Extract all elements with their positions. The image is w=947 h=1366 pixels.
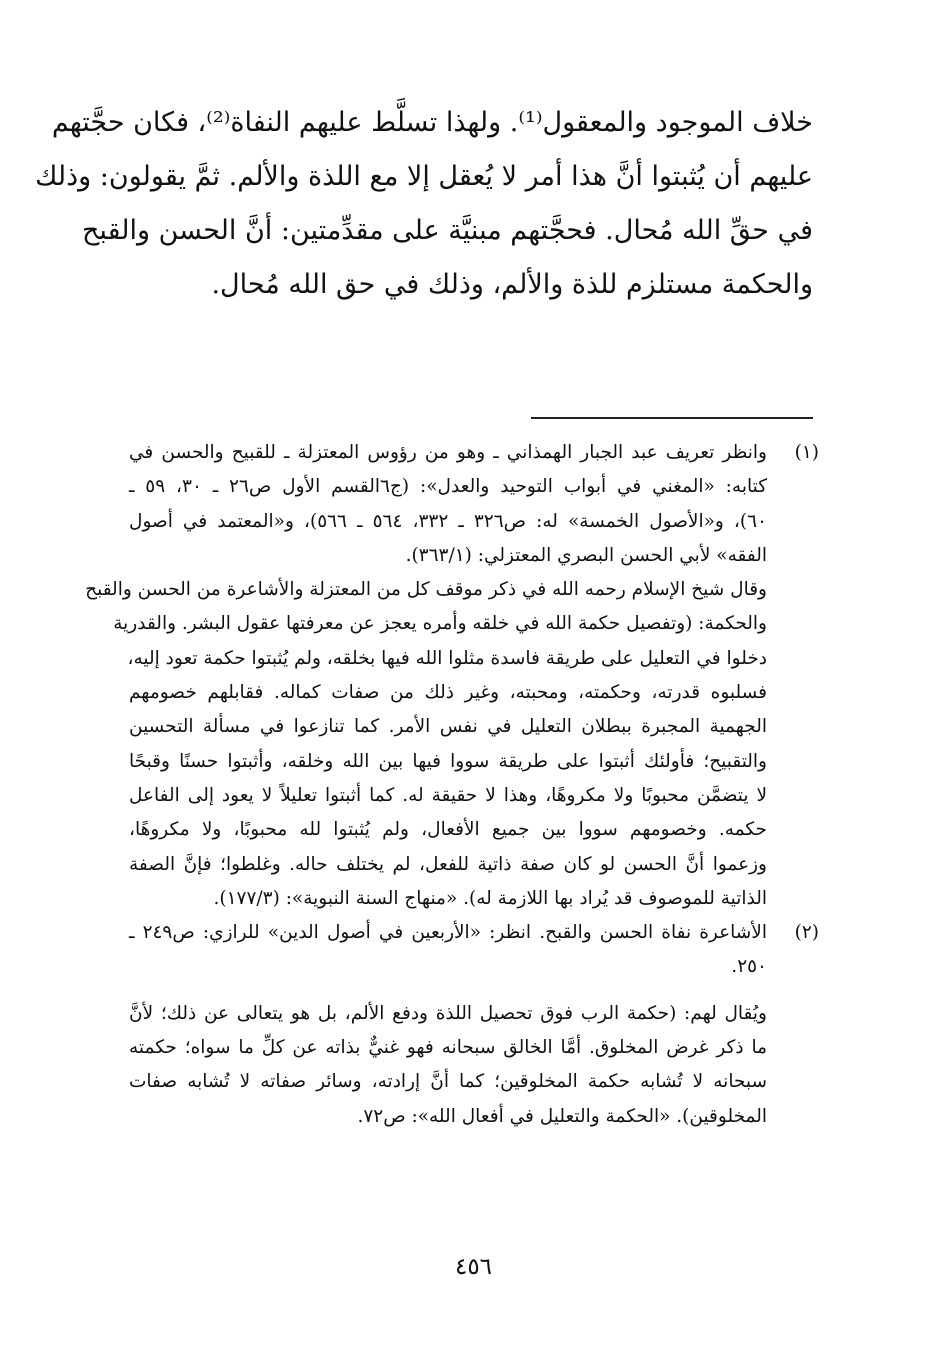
footnote-line: الفقه» لأبي الحسن البصري المعتزلي: (٣٦٣/١). — [405, 544, 767, 566]
footnote-line: ٢٥٠. — [731, 956, 767, 978]
main-text — [35, 96, 813, 312]
footnote-number: (٢) — [794, 922, 819, 944]
main-text-line: في حقِّ الله مُحال. فحجَّتهم مبنيَّة على مقدِّمتين: أنَّ الحسن والقبح — [82, 215, 813, 246]
footnote-line: الأشاعرة نفاة الحسن والقبح. انظر: «الأربعين في أصول الدين» للرازي: ص٢٤٩ ـ — [129, 922, 767, 944]
main-text-line: خلاف الموجود والمعقول⁽¹⁾. ولهذا تسلَّط عليهم النفاة⁽²⁾، فكان حجَّتهم — [51, 107, 813, 138]
footnote-line: ويُقال لهم: (حكمة الرب فوق تحصيل اللذة ودفع الألم، بل هو يتعالى عن ذلك؛ لأنَّ — [129, 1002, 767, 1024]
footnotes — [85, 436, 819, 1134]
main-text-line: والحكمة مستلزم للذة والألم، وذلك في حق الله مُحال. — [211, 269, 813, 300]
footnote-line: لا يتضمَّن محبوبًا ولا مكروهًا، وهذا لا حقيقة له. كما أثبتوا تعليلاً لا يعود إلى الفاعل — [129, 784, 767, 806]
footnote-line: ما ذكر غرض المخلوق. أمَّا الخالق سبحانه فهو غنيٌّ بذاته عن كلِّ ما سواه؛ حكمته — [129, 1037, 767, 1059]
footnote-line: وزعموا أنَّ الحسن لو كان صفة ذاتية للفعل، لم يختلف حاله. وغلطوا؛ فإنَّ الصفة — [129, 853, 767, 875]
footnote-continuation — [129, 997, 819, 1134]
footnote-divider — [531, 417, 813, 419]
footnote-1 — [85, 436, 819, 916]
footnote-spacer — [129, 985, 819, 997]
footnote-line: كتابه: «المغني في أبواب التوحيد والعدل»: (ج٦القسم الأول ص٢٦ ـ ٣٠، ٥٩ ـ — [129, 476, 767, 498]
footnote-line: دخلوا في التعليل على طريقة فاسدة مثلوا الله فيها بخلقه، ولم يُثبتوا حكمة تعود إليه، — [127, 647, 767, 669]
footnote-line: المخلوقين). «الحكمة والتعليل في أفعال الله»: ص٧٢. — [357, 1105, 767, 1127]
footnote-line: حكمه. وخصومهم سووا بين جميع الأفعال، ولم يُثبتوا لله محبوبًا، ولا مكروهًا، — [129, 819, 767, 841]
footnote-line: الذاتية للموصوف قد يُراد بها اللازمة له). «منهاج السنة النبوية»: (١٧٧/٣). — [213, 887, 767, 909]
footnote-number: (١) — [794, 442, 819, 463]
footnote-line: والتقبيح؛ فأولئك أثبتوا على طريقة سووا فيها بين الله وخلقه، وأثبتوا حسنًا وقبحًا — [129, 750, 767, 772]
page-number: ٤٥٦ — [454, 1254, 493, 1280]
footnote-line: والحكمة: (وتفصيل حكمة الله في خلقه وأمره يعجز عن معرفتها عقول البشر. والقدرية — [113, 613, 767, 635]
footnote-line: الجهمية المجبرة ببطلان التعليل في نفس الأمر. كما تنازعوا في مسألة التحسين — [129, 716, 767, 738]
footnote-line: سبحانه لا تُشابه حكمة المخلوقين؛ كما أنَّ إرادته، وسائر صفاته لا تُشابه صفات — [129, 1071, 767, 1093]
footnote-line: ٦٠)، و«الأصول الخمسة» له: ص٣٢٦ ـ ٣٣٢، ٥٦٤ ـ ٥٦٦)، و«المعتمد في أصول — [129, 510, 767, 532]
main-text-line: عليهم أن يُثبتوا أنَّ هذا أمر لا يُعقل إلا مع اللذة والألم. ثمَّ يقولون: وذلك — [35, 161, 813, 192]
footnote-line: فسلبوه قدرته، وحكمته، ومحبته، وغير ذلك من صفات كماله. فقابلهم خصومهم — [129, 682, 767, 704]
footnote-line: وقال شيخ الإسلام رحمه الله في ذكر موقف كل من المعتزلة والأشاعرة من الحسن والقبح — [85, 579, 767, 601]
footnote-line: وانظر تعريف عبد الجبار الهمذاني ـ وهو من رؤوس المعتزلة ـ للقبيح والحسن في — [129, 442, 767, 463]
footnote-2 — [129, 916, 819, 985]
